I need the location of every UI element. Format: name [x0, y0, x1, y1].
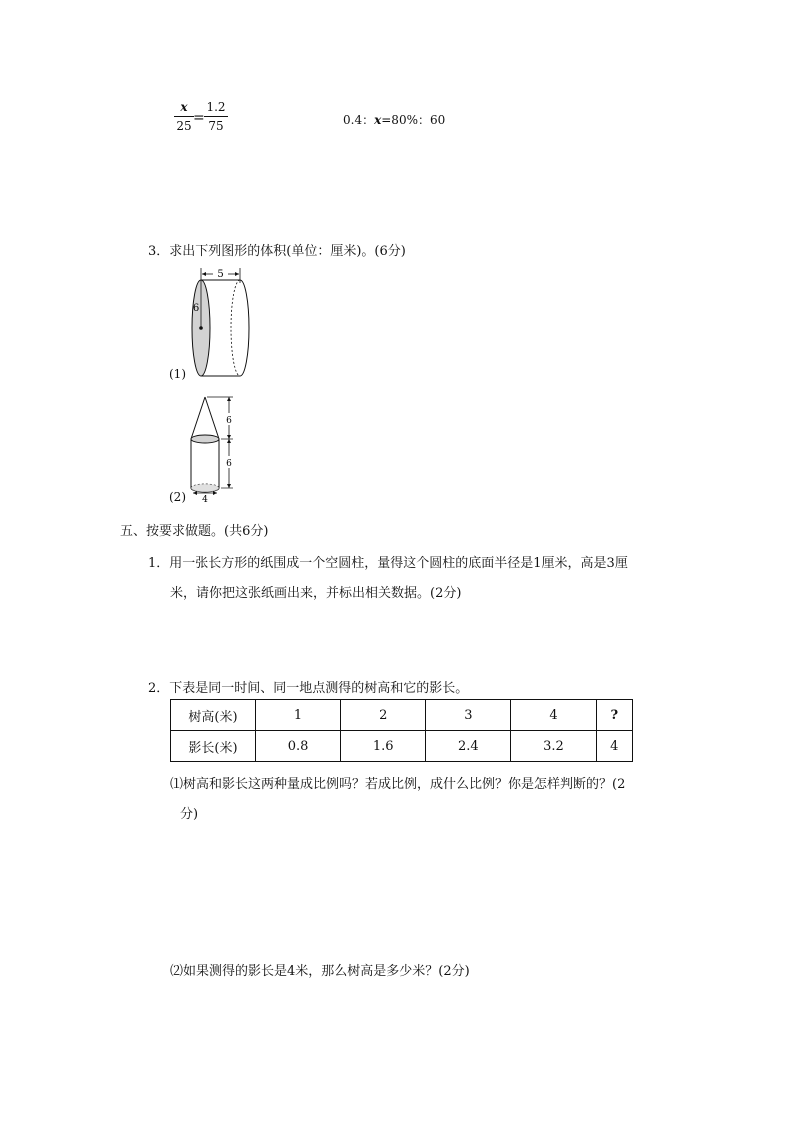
fraction-denominator: 25: [176, 119, 192, 133]
figure-1-cylinder: [186, 265, 258, 385]
table-row: [171, 700, 633, 731]
table-cell: 4: [511, 700, 596, 731]
table-cell: 3: [426, 700, 511, 731]
figure-2-label: (2): [169, 490, 186, 504]
dim-radius-label: 6: [192, 303, 200, 314]
dim-cylinder-height-label: 6: [226, 459, 232, 469]
ratio-equation: [343, 111, 445, 128]
figure-1-label: (1): [169, 367, 186, 381]
row-header: 影长(米): [171, 731, 256, 762]
table-cell: 0.8: [256, 731, 341, 762]
question-3-title: 3．求出下列图形的体积(单位：厘米)。(6分): [148, 244, 406, 259]
table-cell: 2.4: [426, 731, 511, 762]
dim-cone-height-label: 6: [226, 416, 232, 426]
section-5-q1-line2: 米，请你把这张纸画出来，并标出相关数据。(2分): [170, 586, 462, 601]
figure-2-cone-cylinder: [185, 393, 245, 505]
section-5-q2-sub1-line2: 分): [180, 807, 199, 822]
fraction-denominator: 75: [208, 119, 224, 133]
section-5-q2-title: 2．下表是同一时间、同一地点测得的树高和它的影长。: [148, 681, 469, 696]
table-cell: 1: [256, 700, 341, 731]
ratio-prefix: 0.4：: [343, 113, 375, 127]
fraction-x-over-25: [174, 101, 194, 132]
table-cell: 1.6: [341, 731, 426, 762]
table-cell: 4: [596, 731, 632, 762]
section-5-q2-sub2: ⑵如果测得的影长是4米，那么树高是多少米？(2分): [170, 964, 470, 979]
section-5-q2-sub1-line1: ⑴树高和影长这两种量成比例吗？若成比例，成什么比例？你是怎样判断的？(2: [170, 777, 626, 792]
table-cell: 3.2: [511, 731, 596, 762]
fraction-bar: [204, 116, 228, 117]
equals-sign: =: [193, 110, 205, 126]
section-5-title: 五、按要求做题。(共6分): [120, 524, 269, 539]
dim-length-label: 5: [217, 269, 224, 280]
dim-diameter-label: 4: [202, 495, 208, 505]
fraction-numerator: x: [180, 100, 188, 114]
ratio-variable: x: [374, 113, 382, 127]
row-header: 树高(米): [171, 700, 256, 731]
fraction-bar: [174, 116, 194, 117]
table-row: [171, 731, 633, 762]
fraction-numerator: 1.2: [206, 100, 226, 114]
ratio-suffix: =80%：60: [381, 113, 446, 127]
tree-shadow-table: [170, 699, 633, 762]
fraction-1.2-over-75: [204, 101, 228, 132]
table-cell-unknown: ?: [596, 700, 632, 731]
table-cell: 2: [341, 700, 426, 731]
section-5-q1-line1: 1．用一张长方形的纸围成一个空圆柱，量得这个圆柱的底面半径是1厘米，高是3厘: [148, 556, 628, 571]
